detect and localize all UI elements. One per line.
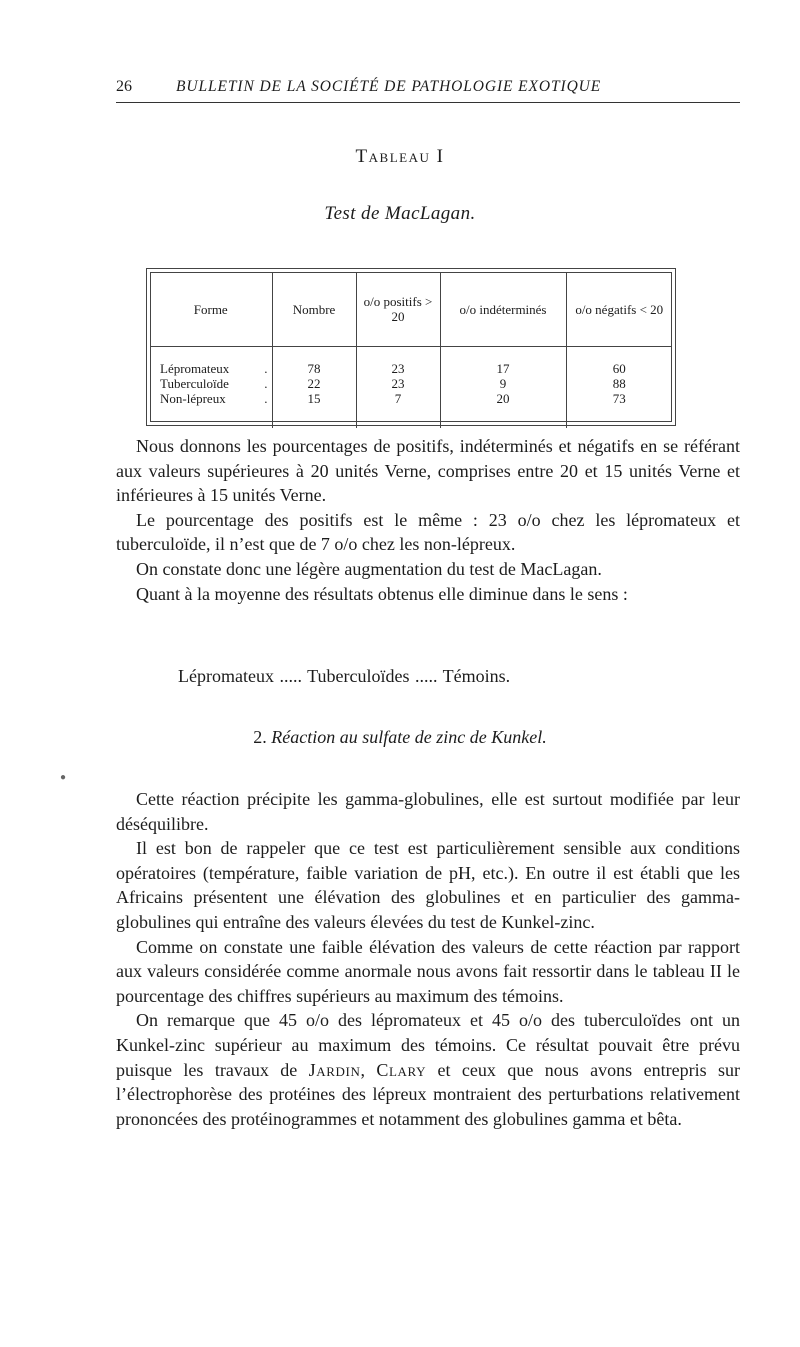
table-cell: 9 [440, 376, 566, 391]
margin-mark: ● [60, 772, 67, 783]
column-header: Nombre [272, 272, 356, 347]
column-header: o/o négatifs < 20 [566, 272, 672, 347]
table-cell: Tuberculoïde . [160, 376, 268, 391]
section-number: 2. [253, 727, 267, 747]
section-title: Réaction au sulfate de zinc de Kunkel. [271, 727, 547, 747]
paragraph: Le pourcentage des positifs est le même : 23 o/o chez les lépromateux et tuberculoïde, il n’est que de 7 o/o chez les non-lépreux. [116, 509, 740, 555]
author-name: Clary [376, 1059, 427, 1080]
table-cell: 7 [356, 391, 440, 428]
paragraph: Comme on constate une faible élévation des valeurs de cette réaction par rapport aux valeurs considérée comme anormale nous avons fait ressortir dans le tableau II le pourcentage des chiffres supérieurs au maximum des témoins. [116, 936, 740, 1006]
page-header [116, 74, 740, 103]
table-cell: Lépromateux . [160, 361, 268, 376]
table-title: Tableau I [355, 146, 445, 167]
sequence-line: Lépromateux ..... Tuberculoïdes ..... Témoins. [178, 666, 511, 686]
table-cell: 23 [356, 347, 440, 377]
author-name: Jardin [308, 1059, 361, 1080]
paragraph: Il est bon de rappeler que ce test est particulièrement sensible aux conditions opératoires (température, faible variation de pH, etc.). En outre il est établi que les Africains présentent une élévation des globulines et en particulier des gamma-globulines qui entraîne des valeurs élevées du test de Kunkel-zinc. [116, 838, 740, 932]
paragraph: Cette réaction précipite les gamma-globulines, elle est surtout modifiée par leur déséquilibre. [116, 789, 740, 834]
section-heading [0, 727, 800, 748]
table-cell: 78 [272, 347, 356, 377]
paragraph: Quant à la moyenne des résultats obtenus elle diminue dans le sens : [136, 583, 628, 604]
paragraph: On constate donc une légère augmentation du test de MacLagan. [136, 558, 602, 579]
table-cell: Non-lépreux . [160, 391, 268, 406]
table-row [150, 376, 672, 391]
table-cell: 15 [272, 391, 356, 428]
paragraph: Nous donnons les pourcentages de positifs, indéterminés et négatifs en se référant aux valeurs supérieures à 20 unités Verne, comprises entre 20 et 15 unités Verne et inférieures à 15 unités Verne. [116, 436, 740, 506]
column-header: Forme [150, 272, 272, 347]
page-number: 26 [116, 78, 132, 95]
maclagan-table [150, 272, 672, 428]
table-cell: 22 [272, 376, 356, 391]
table-cell: 73 [566, 391, 672, 428]
table-cell: 23 [356, 376, 440, 391]
table-cell: 20 [440, 391, 566, 428]
text-block-2 [116, 787, 740, 1131]
table-subtitle: Test de MacLagan. [324, 203, 476, 224]
table-row [150, 391, 672, 428]
running-title: BULLETIN DE LA SOCIÉTÉ DE PATHOLOGIE EXOTIQUE [176, 78, 602, 95]
column-header: o/o indéterminés [440, 272, 566, 347]
paragraph: On remarque que 45 o/o des lépromateux et 45 o/o des tuberculoïdes ont un Kunkel-zinc supérieur au maximum des témoins. Ce résultat pouvait être prévu puisque les travaux de Jardin, Clary et ceux que nous avons entrepris sur l’électrophorèse des protéines des lépreux montraient des perturbations relativement prononcées des protéinogrammes et notamment des globulines gamma et bêta. [116, 1010, 741, 1129]
table-row [150, 347, 672, 377]
table-cell: 17 [440, 347, 566, 377]
table-cell: 60 [566, 347, 672, 377]
column-header: o/o positifs > 20 [356, 272, 440, 347]
table-header-row [150, 272, 672, 347]
table-cell: 88 [566, 376, 672, 391]
text-block-1 [116, 434, 740, 606]
